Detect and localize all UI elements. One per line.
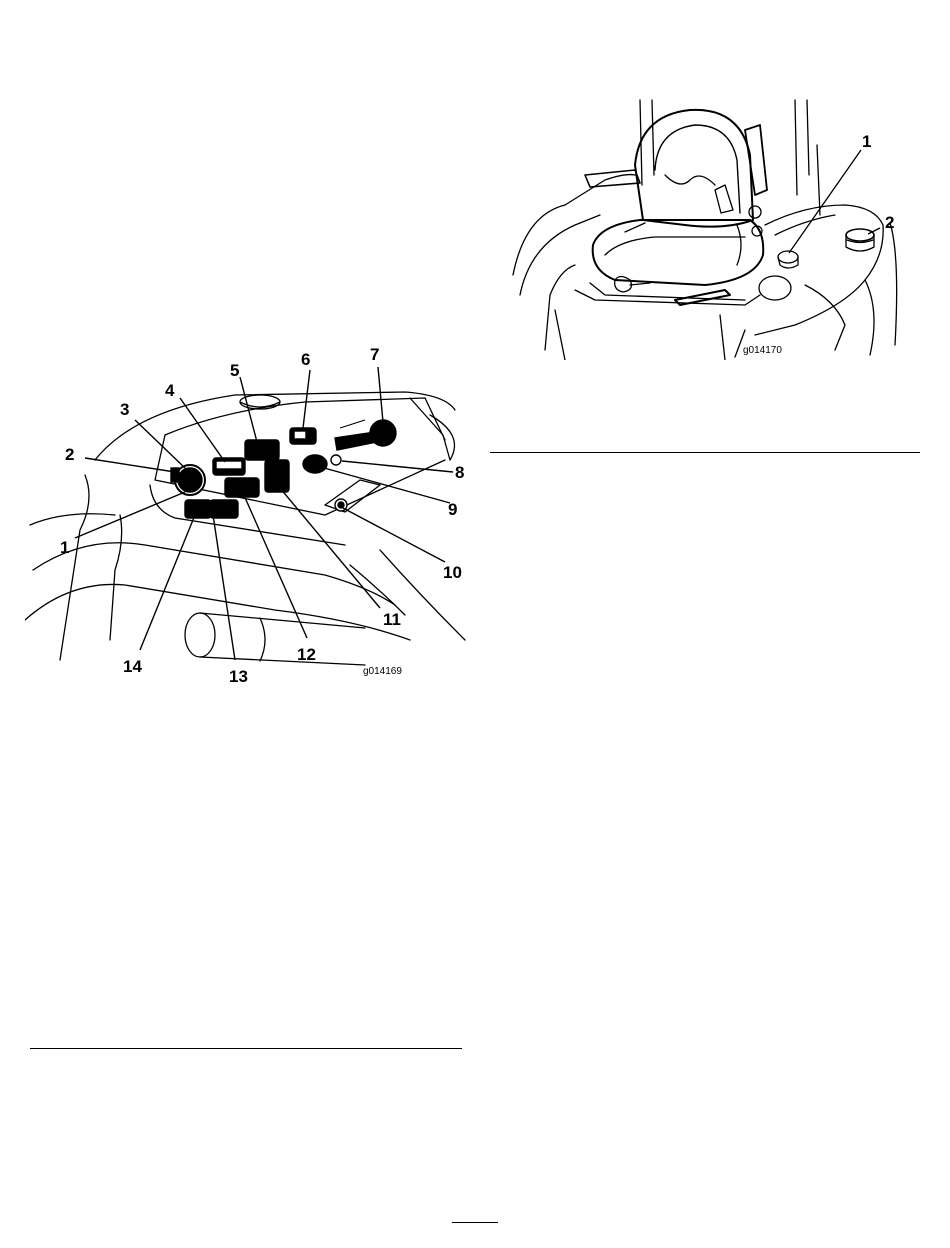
section-rule-left	[30, 1048, 462, 1049]
callout-12: 12	[297, 645, 316, 664]
callout-14: 14	[123, 657, 142, 676]
callout-2: 2	[885, 213, 895, 232]
section-rule-right	[490, 452, 920, 453]
callout-2: 2	[65, 445, 75, 464]
control-panel-figure	[25, 340, 475, 690]
callout-9: 9	[448, 500, 458, 519]
callout-7: 7	[370, 345, 380, 364]
callout-10: 10	[443, 563, 462, 582]
callout-4: 4	[165, 381, 175, 400]
callout-3: 3	[120, 400, 130, 419]
callout-6: 6	[301, 350, 311, 369]
callout-11: 11	[383, 610, 401, 629]
callout-1: 1	[862, 132, 872, 151]
page-number-rule	[452, 1222, 498, 1223]
callout-1: 1	[60, 538, 70, 557]
seat-figure	[505, 95, 915, 360]
figure-id: g014170	[743, 345, 782, 356]
figure-id: g014169	[363, 666, 402, 677]
callout-13: 13	[229, 667, 248, 686]
callout-8: 8	[455, 463, 465, 482]
callout-5: 5	[230, 361, 240, 380]
